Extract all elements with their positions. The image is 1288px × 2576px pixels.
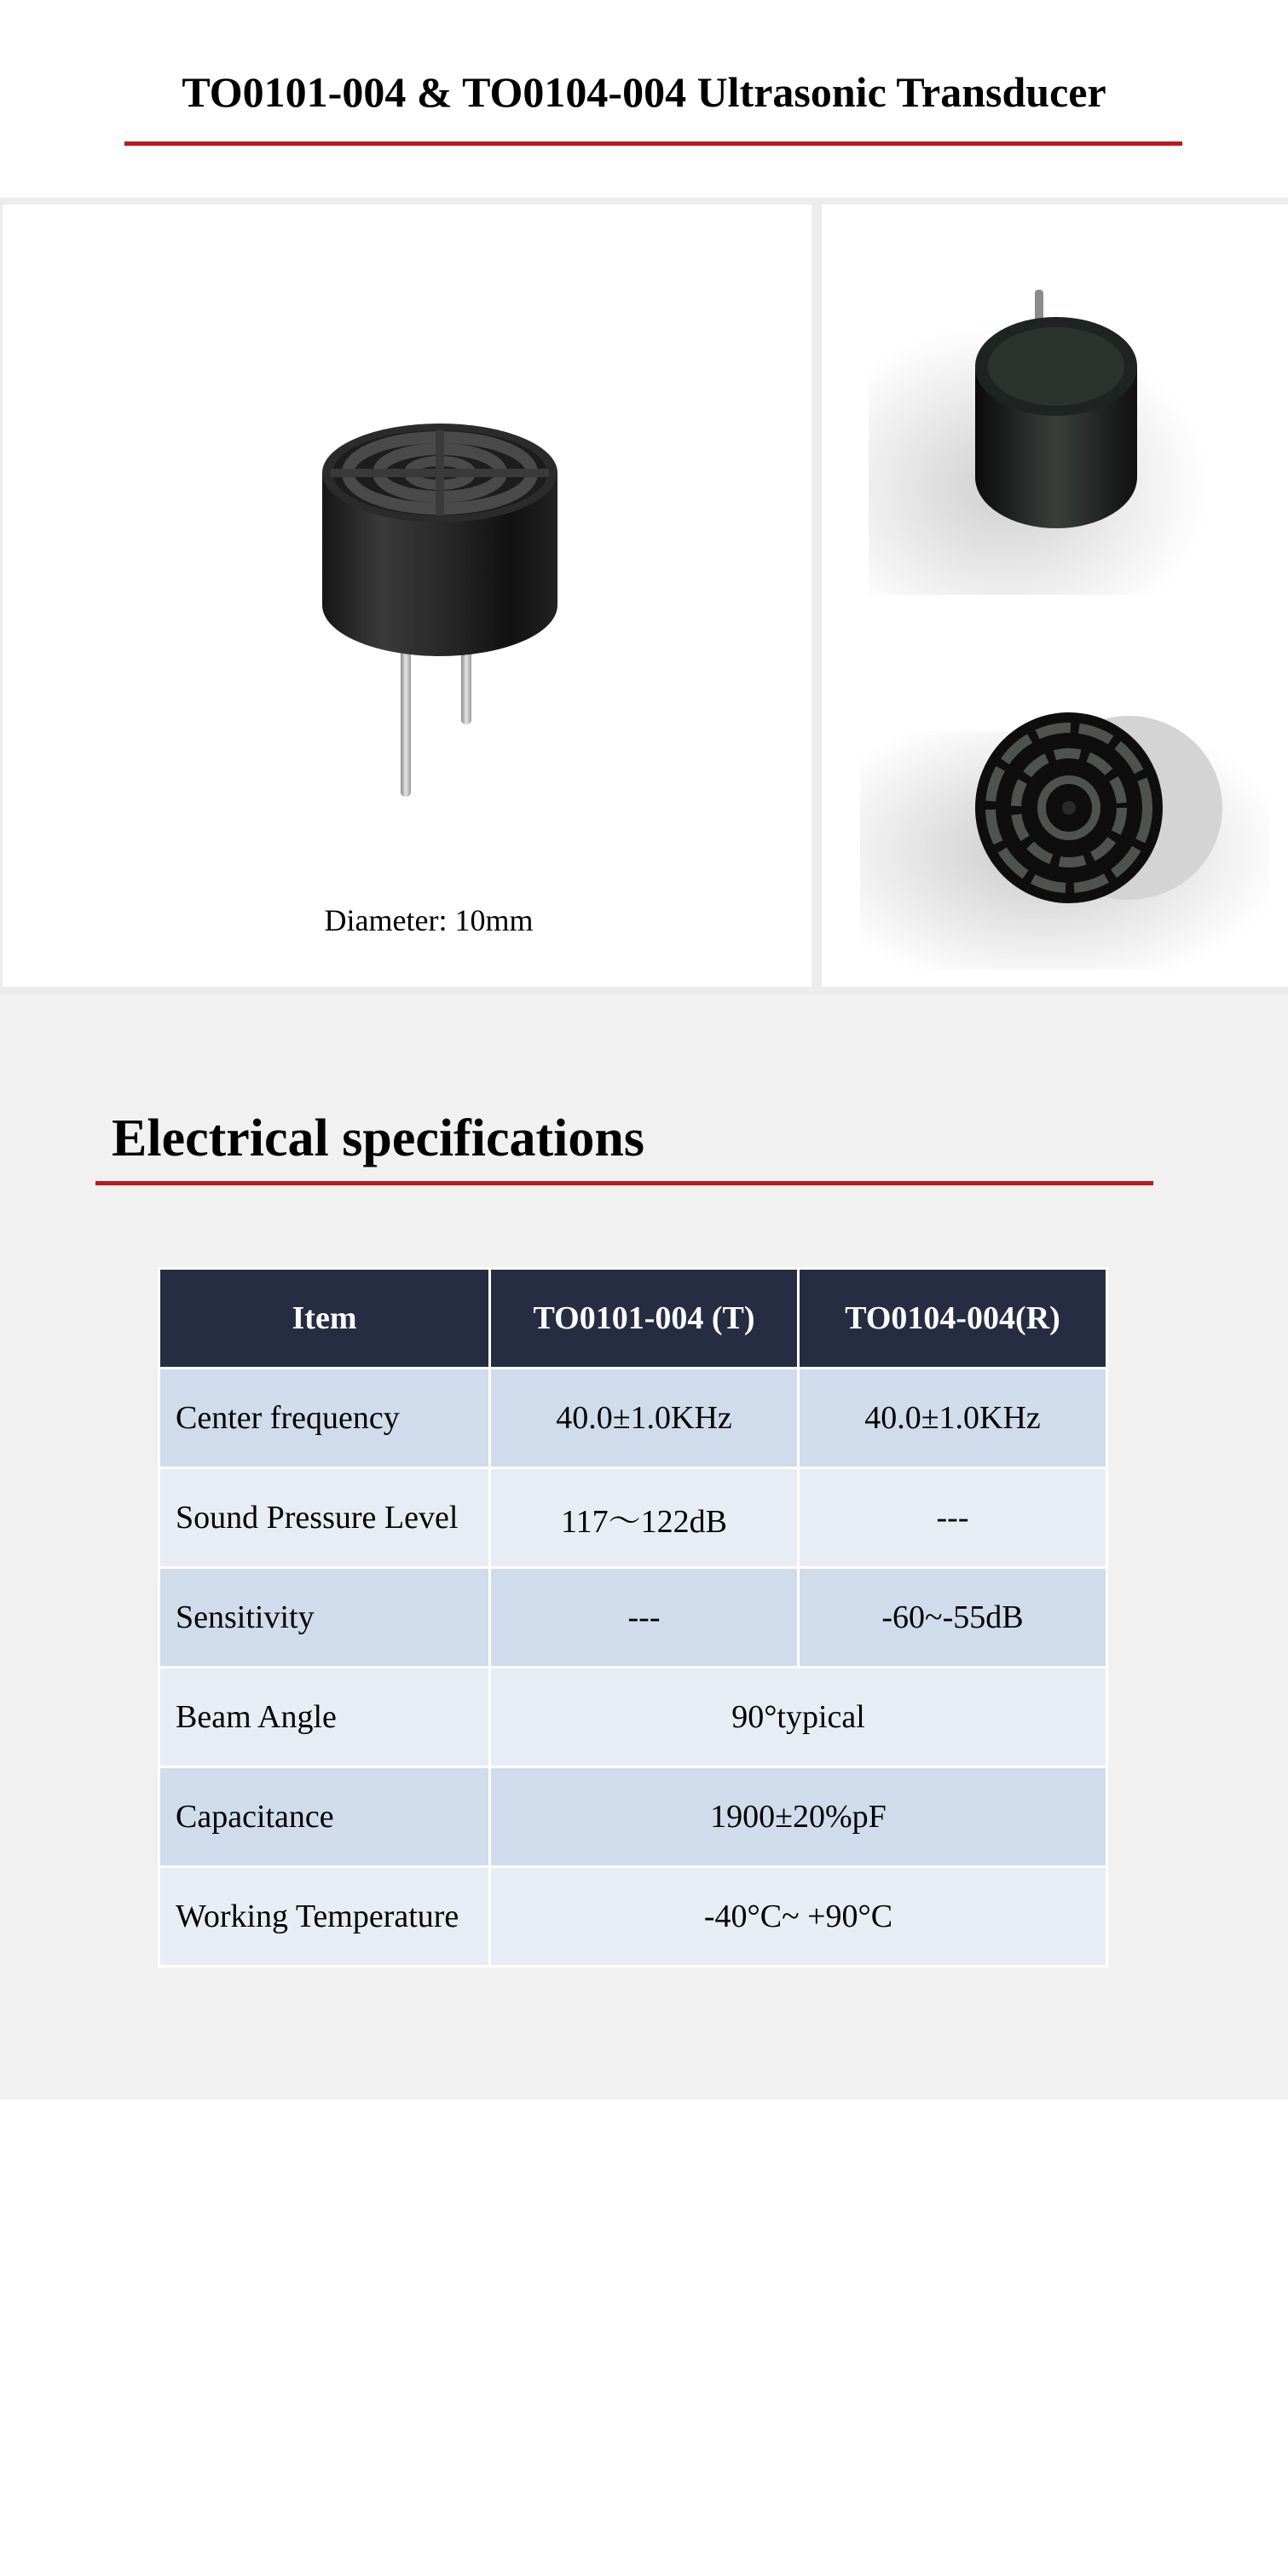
main-product-image-panel xyxy=(3,205,811,987)
row-label: Sensitivity xyxy=(159,1568,490,1668)
header-transmitter: TO0101-004 (T) xyxy=(490,1269,799,1369)
side-image-top-panel xyxy=(822,205,1288,595)
product-gallery xyxy=(0,198,1288,994)
electrical-specs-section xyxy=(0,994,1288,2100)
row-value-merged: 90°typical xyxy=(490,1668,1107,1767)
table-header-row xyxy=(159,1269,1107,1369)
row-label: Capacitance xyxy=(159,1767,490,1867)
page-title: TO0101-004 & TO0104-004 Ultrasonic Transducer xyxy=(182,68,1106,116)
page-header xyxy=(0,0,1288,198)
row-label: Sound Pressure Level xyxy=(159,1468,490,1568)
transducer-face-photo xyxy=(860,706,1269,970)
specs-table xyxy=(158,1267,1108,1968)
row-value-merged: 1900±20%pF xyxy=(490,1767,1107,1867)
row-label: Beam Angle xyxy=(159,1668,490,1767)
title-underline xyxy=(124,141,1182,146)
specs-heading: Electrical specifications xyxy=(112,1109,644,1167)
transducer-front-render xyxy=(312,422,568,814)
table-row xyxy=(159,1668,1107,1767)
row-value-r: --- xyxy=(799,1468,1107,1568)
row-value-t: 117～122dB xyxy=(490,1468,799,1568)
header-receiver: TO0104-004(R) xyxy=(799,1269,1107,1369)
transducer-back-photo xyxy=(869,290,1210,596)
row-label: Center frequency xyxy=(159,1369,490,1468)
row-value-merged: -40°C~ +90°C xyxy=(490,1867,1107,1967)
table-row xyxy=(159,1867,1107,1967)
row-value-r: 40.0±1.0KHz xyxy=(799,1369,1107,1468)
side-image-bottom-panel xyxy=(822,595,1288,987)
row-value-t: --- xyxy=(490,1568,799,1668)
specs-underline xyxy=(95,1181,1153,1185)
row-value-t: 40.0±1.0KHz xyxy=(490,1369,799,1468)
row-label: Working Temperature xyxy=(159,1867,490,1967)
table-row xyxy=(159,1767,1107,1867)
table-row xyxy=(159,1468,1107,1568)
diameter-caption: Diameter: 10mm xyxy=(324,903,534,937)
table-row xyxy=(159,1369,1107,1468)
row-value-r: -60~-55dB xyxy=(799,1568,1107,1668)
table-row xyxy=(159,1568,1107,1668)
header-item: Item xyxy=(159,1269,490,1369)
